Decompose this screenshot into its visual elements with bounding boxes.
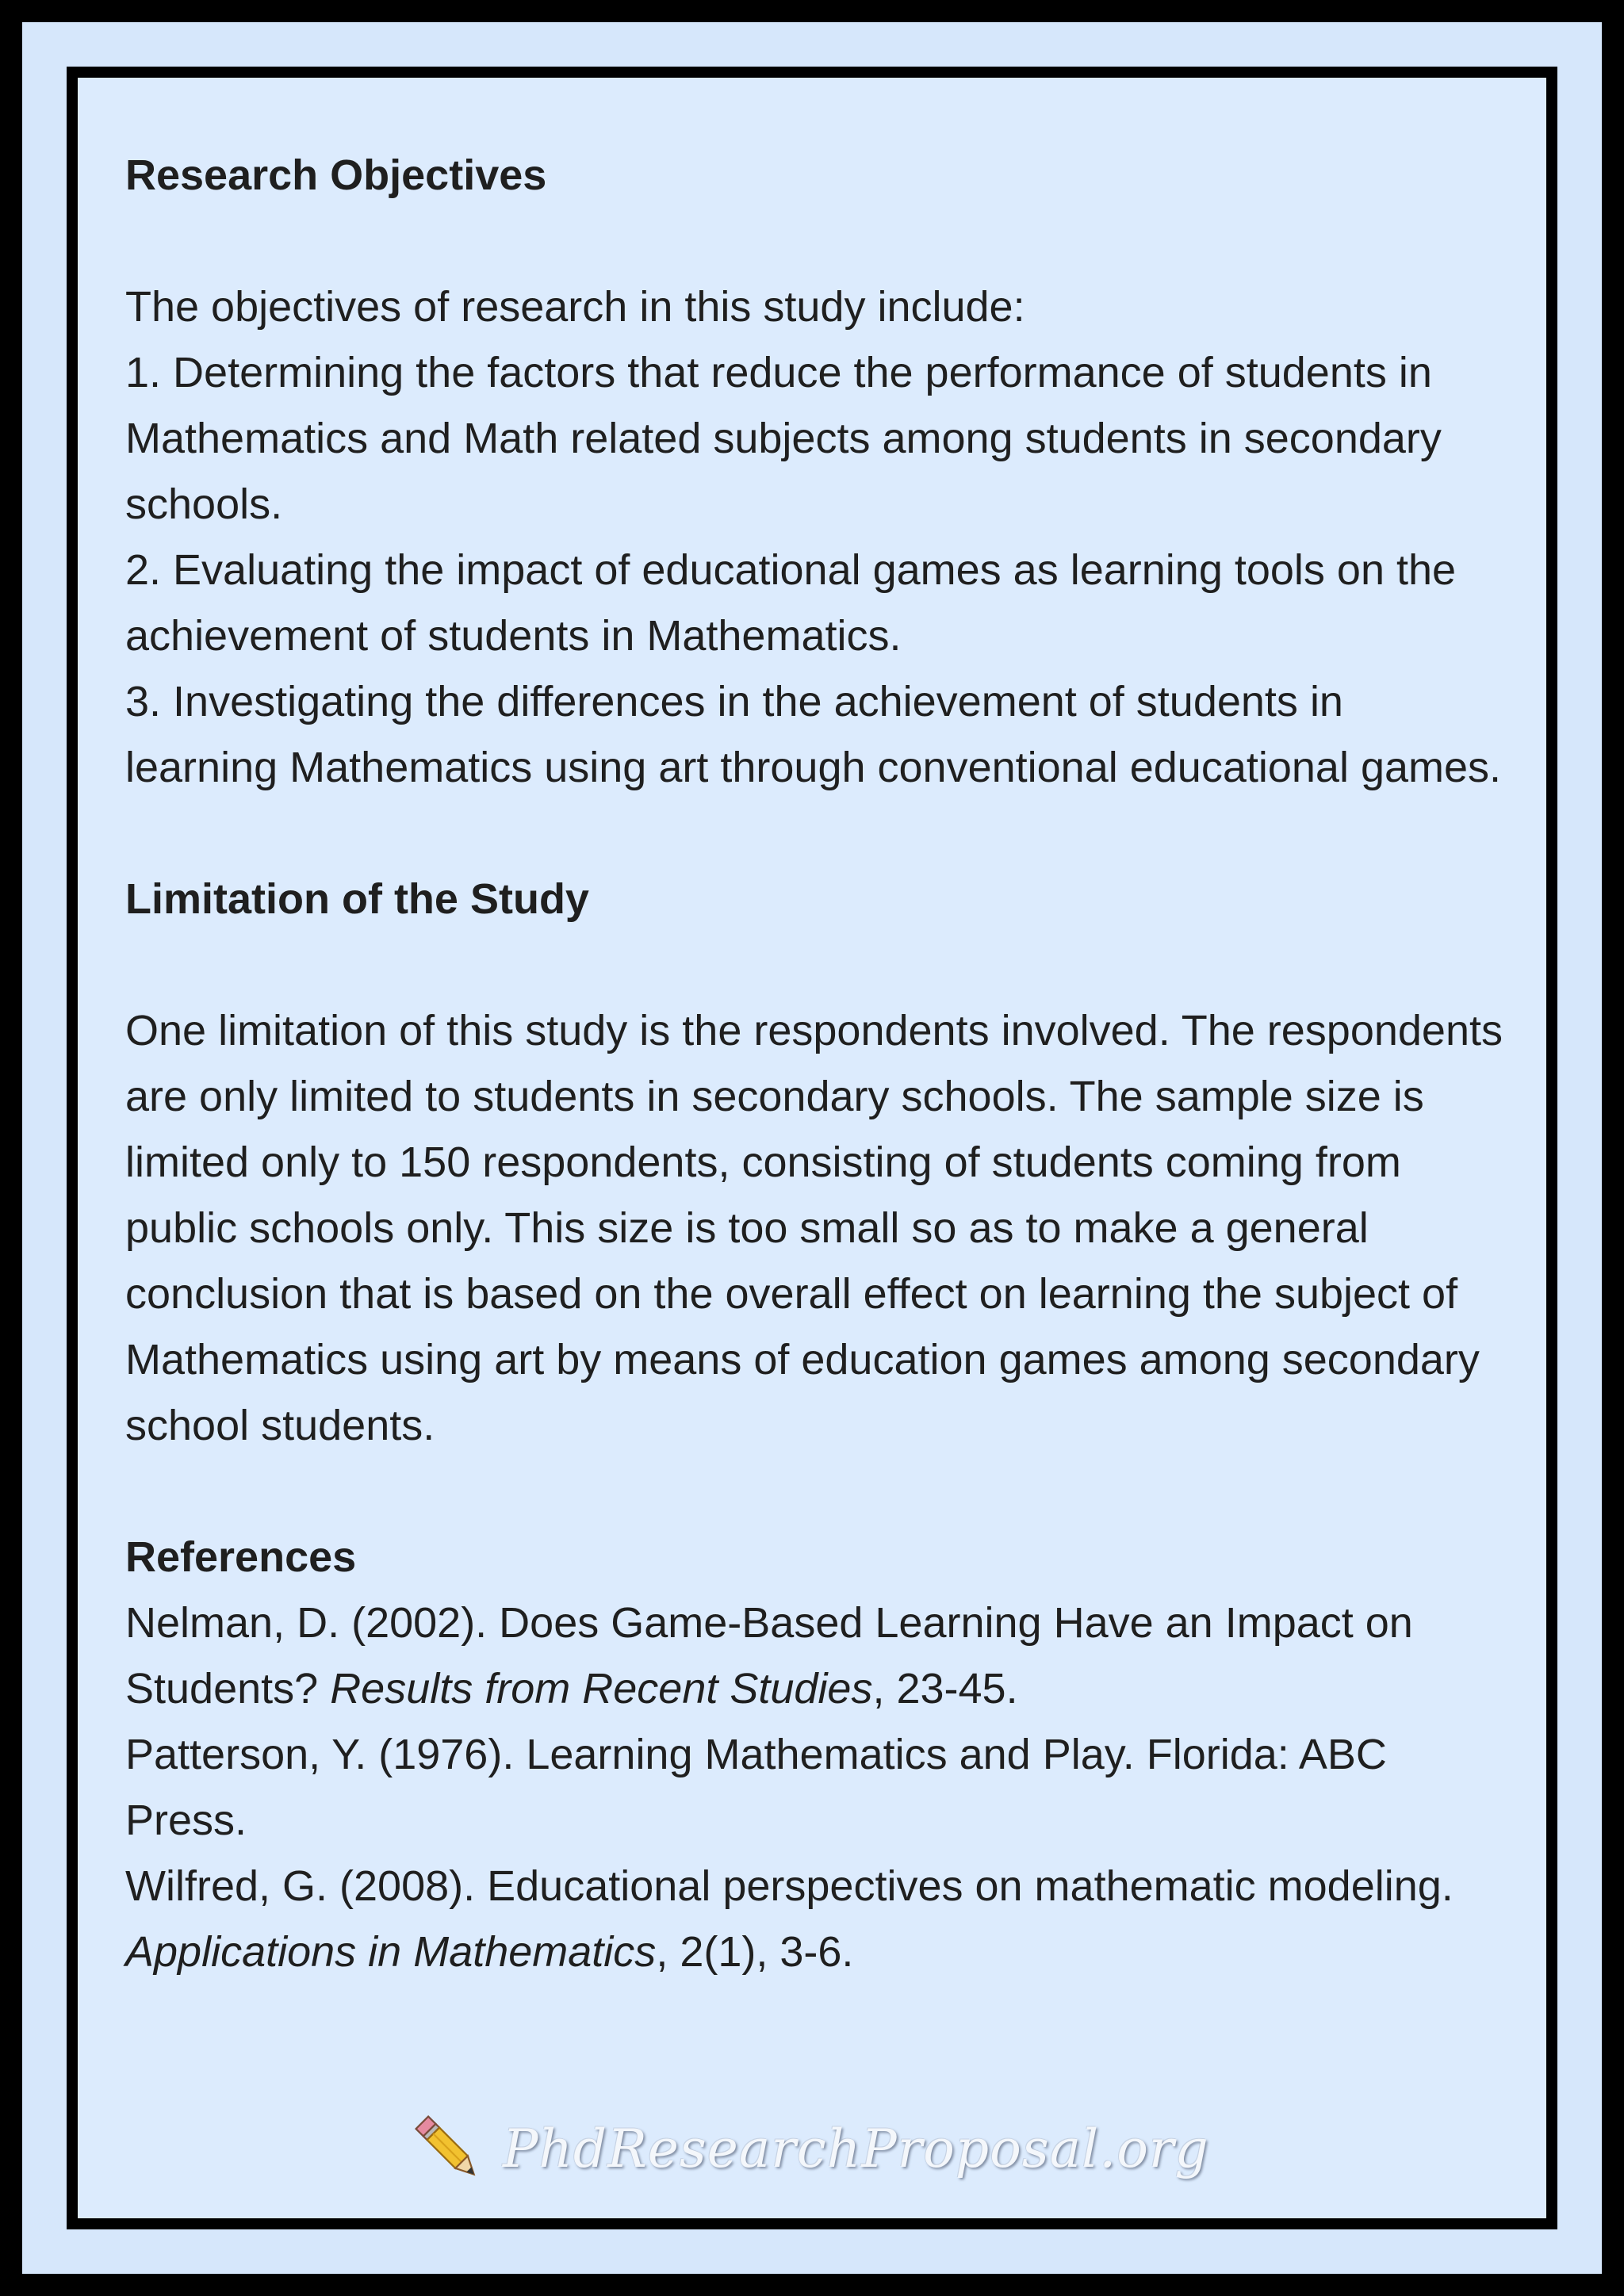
document-content	[125, 143, 1505, 1985]
reference-text: Wilfred, G. (2008). Educational perspectives on mathematic modeling.	[125, 1862, 1454, 1910]
spacer	[125, 801, 1505, 867]
objectives-heading: Research Objectives	[125, 151, 547, 199]
watermark	[404, 2093, 1221, 2204]
pencil-icon	[404, 2105, 492, 2192]
reference-tail: , 2(1), 3-6.	[656, 1928, 854, 1976]
spacer	[125, 932, 1505, 998]
reference-source: Applications in Mathematics	[125, 1928, 657, 1976]
spacer	[125, 1459, 1505, 1525]
reference-tail: , 23-45.	[872, 1665, 1018, 1712]
reference-item	[125, 1722, 1505, 1854]
objective-item: 2. Evaluating the impact of educational games as learning tools on the achievement of students in Mathematics.	[125, 546, 1457, 660]
objective-item: 1. Determining the factors that reduce the performance of students in Mathematics and Math related subjects among students in secondary schools.	[125, 349, 1442, 528]
reference-text: Nelman, D. (2002). Does Game-Based Learning Have an Impact on Students?	[125, 1599, 1413, 1712]
reference-text: Patterson, Y. (1976). Learning Mathematics and Play. Florida: ABC Press.	[125, 1731, 1387, 1844]
watermark-text: PhdResearchProposal.org	[503, 2118, 1209, 2179]
reference-source: Results from Recent Studies	[330, 1665, 873, 1712]
references-heading: References	[125, 1533, 357, 1581]
reference-item	[125, 1854, 1505, 1985]
limitation-heading: Limitation of the Study	[125, 875, 589, 923]
objectives-intro: The objectives of research in this study include:	[125, 283, 1025, 331]
spacer	[125, 209, 1505, 274]
reference-item	[125, 1590, 1505, 1722]
limitation-body: One limitation of this study is the respondents involved. The respondents are only limited to students in secondary schools. The sample size is limited only to 150 respondents, consisting of students coming from public schools only. This size is too small so as to make a general conclusion that is based on the overall effect on learning the subject of Mathematics using art by means of education games among secondary school students.	[125, 1007, 1503, 1449]
objective-item: 3. Investigating the differences in the achievement of students in learning Mathematics using art through conventional educational games.	[125, 678, 1502, 791]
